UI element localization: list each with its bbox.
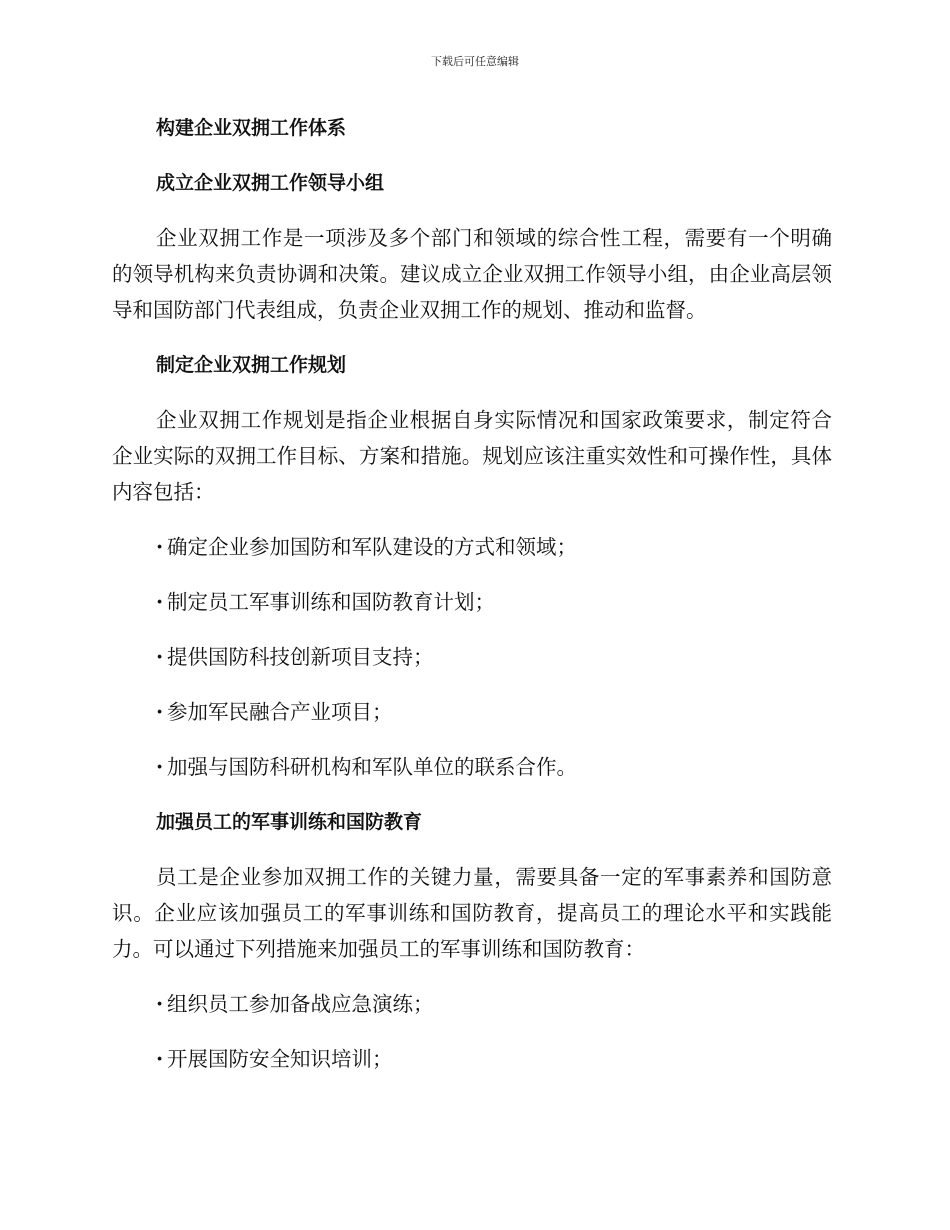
- list-item-text: 开展国防安全知识培训；: [167, 1047, 393, 1071]
- list-item: [112, 694, 832, 730]
- document-body: [112, 110, 832, 1096]
- paragraph-work-plan: 企业双拥工作规划是指企业根据自身实际情况和国家政策要求，制定符合企业实际的双拥工作目标、方案和措施。规划应该注重实效性和可操作性，具体内容包括：: [112, 408, 832, 504]
- bullet-mark: ·: [156, 755, 164, 779]
- plan-contents-list: [112, 529, 832, 785]
- bullet-mark: ·: [156, 992, 164, 1016]
- list-item: [112, 529, 832, 565]
- section-heading-build-system: 构建企业双拥工作体系: [156, 117, 347, 139]
- list-item: [112, 986, 832, 1022]
- list-item: [112, 584, 832, 620]
- bullet-mark: ·: [156, 700, 164, 724]
- list-item: [112, 639, 832, 675]
- list-item-text: 加强与国防科研机构和军队单位的联系合作。: [167, 755, 577, 779]
- paragraph-leadership-group: 企业双拥工作是一项涉及多个部门和领域的综合性工程，需要有一个明确的领导机构来负责协调和决策。建议成立企业双拥工作领导小组，由企业高层领导和国防部门代表组成，负责企业双拥工作的规划、推动和监督。: [112, 226, 832, 322]
- list-item-text: 组织员工参加备战应急演练；: [167, 992, 434, 1016]
- section-heading-leadership-group: 成立企业双拥工作领导小组: [156, 172, 385, 194]
- bullet-mark: ·: [156, 1047, 164, 1071]
- section-heading-military-training: 加强员工的军事训练和国防教育: [156, 811, 423, 833]
- list-item-text: 制定员工军事训练和国防教育计划；: [167, 590, 495, 614]
- training-measures-list: [112, 986, 832, 1077]
- list-item-text: 参加军民融合产业项目；: [167, 700, 393, 724]
- page-header-note: 下载后可任意编辑: [431, 55, 519, 68]
- paragraph-military-training: 员工是企业参加双拥工作的关键力量，需要具备一定的军事素养和国防意识。企业应该加强员工的军事训练和国防教育，提高员工的理论水平和实践能力。可以通过下列措施来加强员工的军事训练和国防教育：: [112, 865, 832, 961]
- bullet-mark: ·: [156, 590, 164, 614]
- list-item-text: 提供国防科技创新项目支持；: [167, 645, 434, 669]
- list-item: [112, 749, 832, 785]
- list-item: [112, 1041, 832, 1077]
- bullet-mark: ·: [156, 535, 164, 559]
- bullet-mark: ·: [156, 645, 164, 669]
- section-heading-work-plan: 制定企业双拥工作规划: [156, 354, 347, 376]
- list-item-text: 确定企业参加国防和军队建设的方式和领域；: [167, 535, 577, 559]
